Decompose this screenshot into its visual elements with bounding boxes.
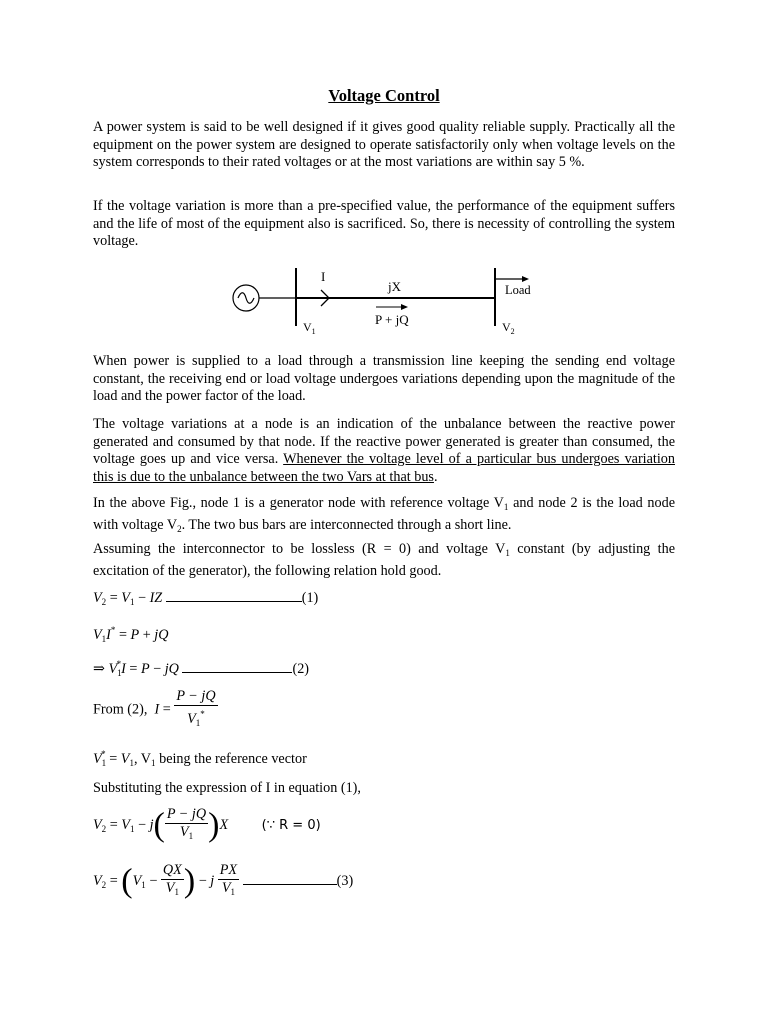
paragraph-intro: A power system is said to be well designed if it gives good quality reliable supply. Practically all the equipment on the power system are designed to operate satisfactorily only when voltage levels on the system corresponds to their rated voltages or at the most variations are within say 5 %. (93, 119, 675, 171)
current-fraction: $\frac{P - jQ}{V_1^*}$ (176, 688, 216, 728)
v2-label: $V_2$ (502, 320, 515, 336)
equation-1-leader (166, 589, 302, 602)
equation-reference: $V_1^* = V_1$, $V_1$ being the reference vector (93, 749, 307, 768)
single-line-diagram (225, 262, 545, 342)
equation-2-leader (182, 660, 292, 673)
equation-substituted: $V_2 = V_1 - j$( $\frac{P - jQ}{V_1}$ )X (∵ R = 0) (93, 806, 321, 844)
impedance-label: jX (388, 279, 401, 294)
paragraph-node-description: In the above Fig., node 1 is a generator node with reference voltage $V_1$ and node 2 is the load node with voltage $V_2$. The two bus bars are interconnected through a short line. (93, 495, 675, 534)
generator-sine-icon (238, 293, 254, 304)
underlined-statement: Whenever the voltage level of a particular bus undergoes variation this is due to the unbalance between the two Vars at that bus (93, 451, 675, 485)
substituting-text: Substituting the expression of I in equation (1), (93, 780, 361, 796)
equation-current: From (2), I = $\frac{P - jQ}{V_1^*}$ (93, 688, 218, 732)
equation-2: ⇒ $V_1^*I = P$ − jQ (2) (93, 659, 310, 678)
paragraph-voltage-variation: If the voltage variation is more than a pre-specified value, the performance of the equipment suffers and the life of most of the equipment also is sacrificed. So, there is necessity of controlling the system voltage. (93, 198, 675, 250)
paragraph-load-voltage: When power is supplied to a load through a transmission line keeping the sending end voltage constant, the receiving end or load voltage undergoes variations depending upon the magnitude of the load and the power factor of the load. (93, 353, 675, 405)
paragraph-lossless-assumption: Assuming the interconnector to be lossless (R = 0) and voltage $V_1$ constant (by adjusting the excitation of the generator), the following relation hold good. (93, 541, 676, 579)
load-arrow-icon (522, 276, 529, 282)
v1-label: $V_1$ (303, 320, 316, 336)
current-label: I (321, 269, 326, 284)
because-note: (∵ R = 0) (261, 817, 321, 833)
equation-power: $V_1I^* = P$ + jQ (93, 625, 169, 644)
page-title: Voltage Control (328, 86, 440, 105)
equation-1: $V_2 = V_1$ − IZ (1) (93, 590, 319, 607)
load-label: Load (505, 283, 531, 297)
power-flow-arrow-icon (401, 304, 408, 310)
paragraph-reactive-power: The voltage variations at a node is an indication of the unbalance between the reactive power generated and consumed by that node. If the reactive power generated is greater than consumed, the voltage goes up and vice versa. Whenever the voltage level of a particular bus undergoes variation this is due to the unbalance between the two Vars at that bus. (93, 416, 675, 485)
equation-3-leader (243, 872, 337, 885)
power-label: P + jQ (375, 312, 409, 327)
equation-3: $V_2 = (V_1$ − $\frac{QX}{V_1}$ ) − j $\frac{PX}{V_1}$ (3) (93, 862, 354, 900)
